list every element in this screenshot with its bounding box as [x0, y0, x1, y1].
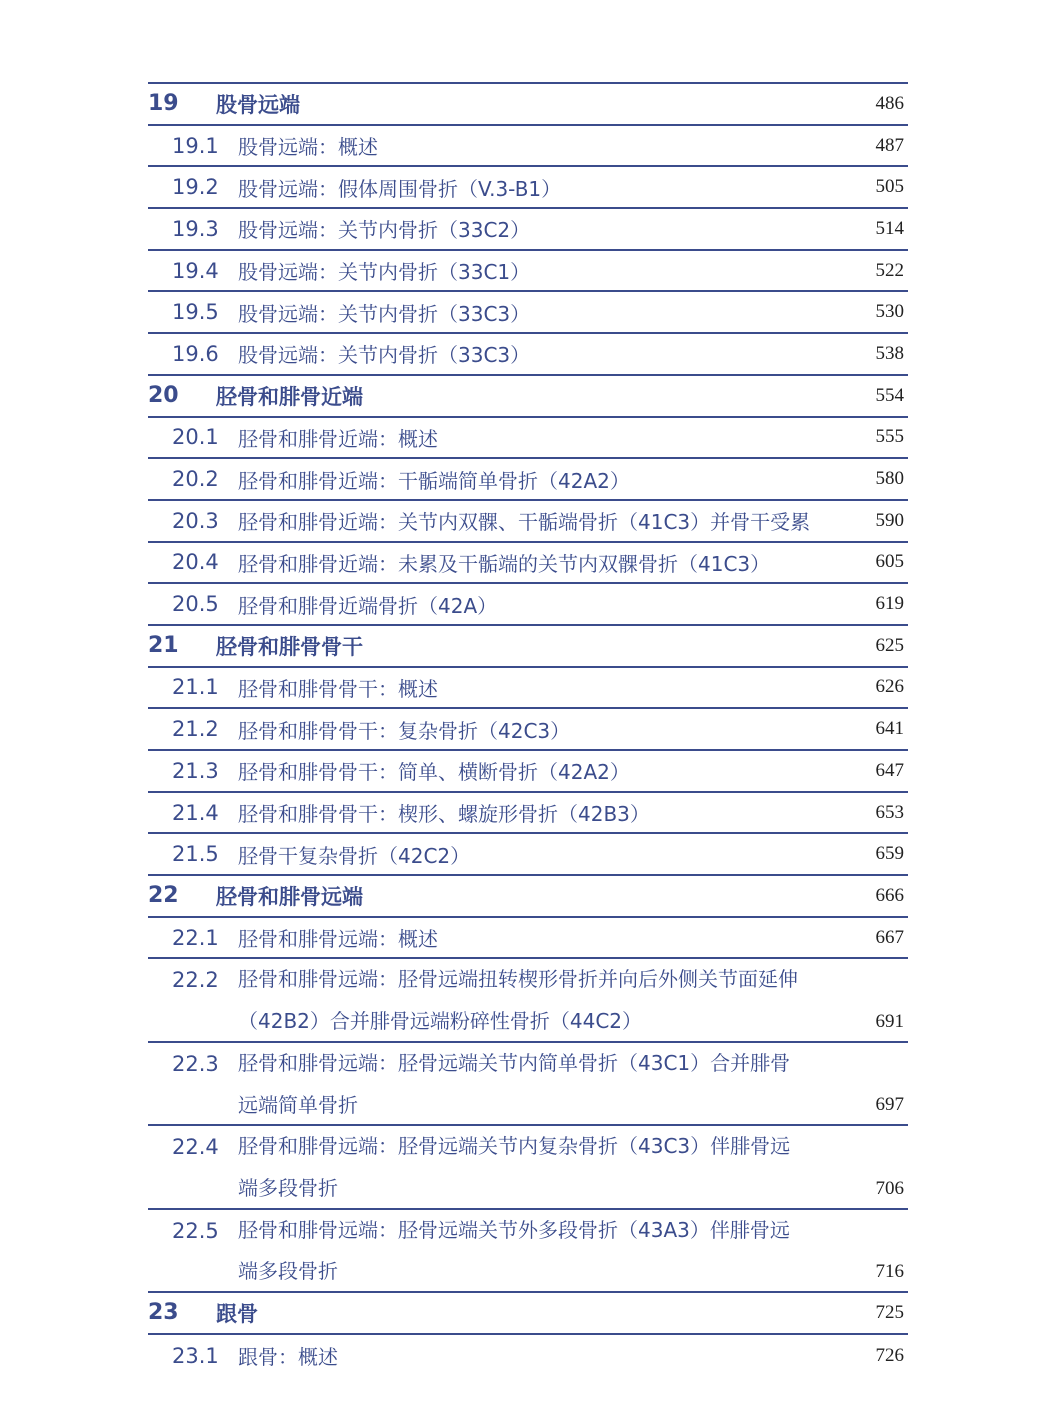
section-entry[interactable]: [148, 751, 908, 793]
entry-number: 20.3: [172, 508, 219, 533]
chapter-entry[interactable]: [148, 876, 908, 918]
section-entry[interactable]: [148, 459, 908, 501]
entry-number: 23: [148, 1300, 179, 1326]
entry-page-number: 697: [875, 1094, 904, 1116]
entry-number: 19.6: [172, 341, 219, 366]
entry-page-number: 626: [875, 676, 904, 698]
entry-page-number: 487: [875, 134, 904, 156]
entry-page-number: 625: [875, 634, 904, 656]
entry-number: 20.2: [172, 467, 219, 492]
entry-title: 股骨远端：概述: [238, 135, 378, 160]
entry-title: 股骨远端：关节内骨折（33C2）: [238, 218, 531, 243]
entry-title: 胫骨和腓骨远端：胫骨远端关节外多段骨折（43A3）伴腓骨远端多段骨折: [238, 1217, 790, 1284]
entry-page-number: 666: [875, 884, 904, 906]
chapter-entry[interactable]: [148, 1293, 908, 1335]
entry-number: 22.1: [172, 925, 219, 950]
entry-title: 胫骨和腓骨近端：干骺端简单骨折（42A2）: [238, 468, 630, 493]
entry-page-number: 554: [875, 384, 904, 406]
entry-page-number: 659: [875, 843, 904, 865]
entry-title: 胫骨和腓骨近端：概述: [238, 426, 438, 451]
entry-title: 股骨远端：假体周围骨折（V.3-B1）: [238, 176, 562, 201]
entry-title: 胫骨和腓骨远端：胫骨远端关节内简单骨折（43C1）合并腓骨远端简单骨折: [238, 1050, 791, 1117]
entry-number: 19.3: [172, 216, 219, 241]
section-entry[interactable]: [148, 501, 908, 543]
entry-title: 胫骨和腓骨远端: [216, 884, 363, 909]
entry-page-number: 641: [875, 718, 904, 740]
section-entry[interactable]: [148, 1126, 908, 1209]
chapter-entry[interactable]: [148, 84, 908, 126]
entry-title: 胫骨和腓骨骨干：复杂骨折（42C3）: [238, 718, 571, 743]
entry-title: 跟骨：概述: [238, 1345, 338, 1370]
entry-page-number: 725: [875, 1301, 904, 1323]
entry-title: 股骨远端：关节内骨折（33C3）: [238, 343, 531, 368]
entry-page-number: 653: [875, 801, 904, 823]
section-entry[interactable]: [148, 834, 908, 876]
entry-number: 21.1: [172, 675, 219, 700]
entry-number: 20.1: [172, 425, 219, 450]
section-entry[interactable]: [148, 418, 908, 460]
entry-page-number: 706: [875, 1177, 904, 1199]
entry-page-number: 580: [875, 468, 904, 490]
section-entry[interactable]: [148, 543, 908, 585]
entry-page-number: 647: [875, 759, 904, 781]
entry-title: 胫骨干复杂骨折（42C2）: [238, 843, 471, 868]
entry-title: 胫骨和腓骨骨干: [216, 634, 363, 659]
entry-page-number: 555: [875, 426, 904, 448]
entry-number: 19.1: [172, 133, 219, 158]
entry-number: 21.2: [172, 717, 219, 742]
entry-page-number: 522: [875, 259, 904, 281]
entry-number: 19: [148, 91, 179, 117]
entry-number: 19.2: [172, 175, 219, 200]
entry-page-number: 538: [875, 342, 904, 364]
entry-page-number: 590: [875, 509, 904, 531]
entry-title: 胫骨和腓骨近端：关节内双髁、干骺端骨折（41C3）并骨干受累: [238, 510, 811, 535]
entry-number: 22.3: [172, 1051, 219, 1076]
section-entry[interactable]: [148, 584, 908, 626]
entry-title: 胫骨和腓骨近端骨折（42A）: [238, 593, 498, 618]
entry-page-number: 726: [875, 1344, 904, 1366]
entry-page-number: 505: [875, 176, 904, 198]
entry-title: 胫骨和腓骨骨干：概述: [238, 676, 438, 701]
section-entry[interactable]: [148, 709, 908, 751]
entry-number: 22: [148, 883, 179, 909]
section-entry[interactable]: [148, 1043, 908, 1126]
section-entry[interactable]: [148, 292, 908, 334]
section-entry[interactable]: [148, 1335, 908, 1377]
chapter-entry[interactable]: [148, 626, 908, 668]
entry-page-number: 691: [875, 1010, 904, 1032]
section-entry[interactable]: [148, 1210, 908, 1293]
entry-number: 21.4: [172, 800, 219, 825]
entry-number: 22.2: [172, 968, 219, 993]
entry-number: 22.4: [172, 1135, 219, 1160]
entry-number: 20.5: [172, 592, 219, 617]
entry-title: 跟骨: [216, 1301, 258, 1326]
entry-page-number: 514: [875, 217, 904, 239]
section-entry[interactable]: [148, 209, 908, 251]
entry-page-number: 605: [875, 551, 904, 573]
entry-title: 胫骨和腓骨远端：胫骨远端关节内复杂骨折（43C3）伴腓骨远端多段骨折: [238, 1134, 791, 1200]
entry-title: 胫骨和腓骨近端: [216, 384, 363, 409]
entry-title: 胫骨和腓骨骨干：楔形、螺旋形骨折（42B3）: [238, 802, 650, 827]
section-entry[interactable]: [148, 334, 908, 376]
entry-number: 19.4: [172, 258, 219, 283]
entry-title: 股骨远端：关节内骨折（33C3）: [238, 301, 531, 326]
entry-page-number: 716: [875, 1261, 904, 1282]
entry-page-number: 486: [875, 92, 904, 114]
entry-title: 胫骨和腓骨远端：概述: [238, 927, 438, 952]
section-entry[interactable]: [148, 126, 908, 168]
entry-page-number: 619: [875, 593, 904, 615]
entry-number: 21: [148, 633, 179, 659]
entry-number: 21.3: [172, 758, 219, 783]
entry-page-number: 530: [875, 301, 904, 323]
entry-number: 21.5: [172, 842, 219, 867]
section-entry[interactable]: [148, 668, 908, 710]
entry-title: 股骨远端: [216, 92, 300, 117]
entry-number: 20: [148, 383, 179, 409]
chapter-entry[interactable]: [148, 376, 908, 418]
entry-title: 股骨远端：关节内骨折（33C1）: [238, 260, 531, 285]
section-entry[interactable]: [148, 251, 908, 293]
entry-number: 20.4: [172, 550, 219, 575]
entry-title: 胫骨和腓骨近端：未累及干骺端的关节内双髁骨折（41C3）: [238, 551, 771, 576]
entry-number: 22.5: [172, 1218, 219, 1243]
table-of-contents: [148, 82, 908, 1376]
section-entry[interactable]: [148, 793, 908, 835]
entry-page-number: 667: [875, 926, 904, 948]
section-entry[interactable]: [148, 959, 908, 1042]
entry-title: 胫骨和腓骨骨干：简单、横断骨折（42A2）: [238, 760, 630, 785]
entry-number: 23.1: [172, 1343, 219, 1368]
entry-number: 19.5: [172, 300, 219, 325]
section-entry[interactable]: [148, 167, 908, 209]
entry-title: 胫骨和腓骨远端：胫骨远端扭转楔形骨折并向后外侧关节面延伸（42B2）合并腓骨远端粉碎性骨折（44C2）: [238, 967, 798, 1034]
